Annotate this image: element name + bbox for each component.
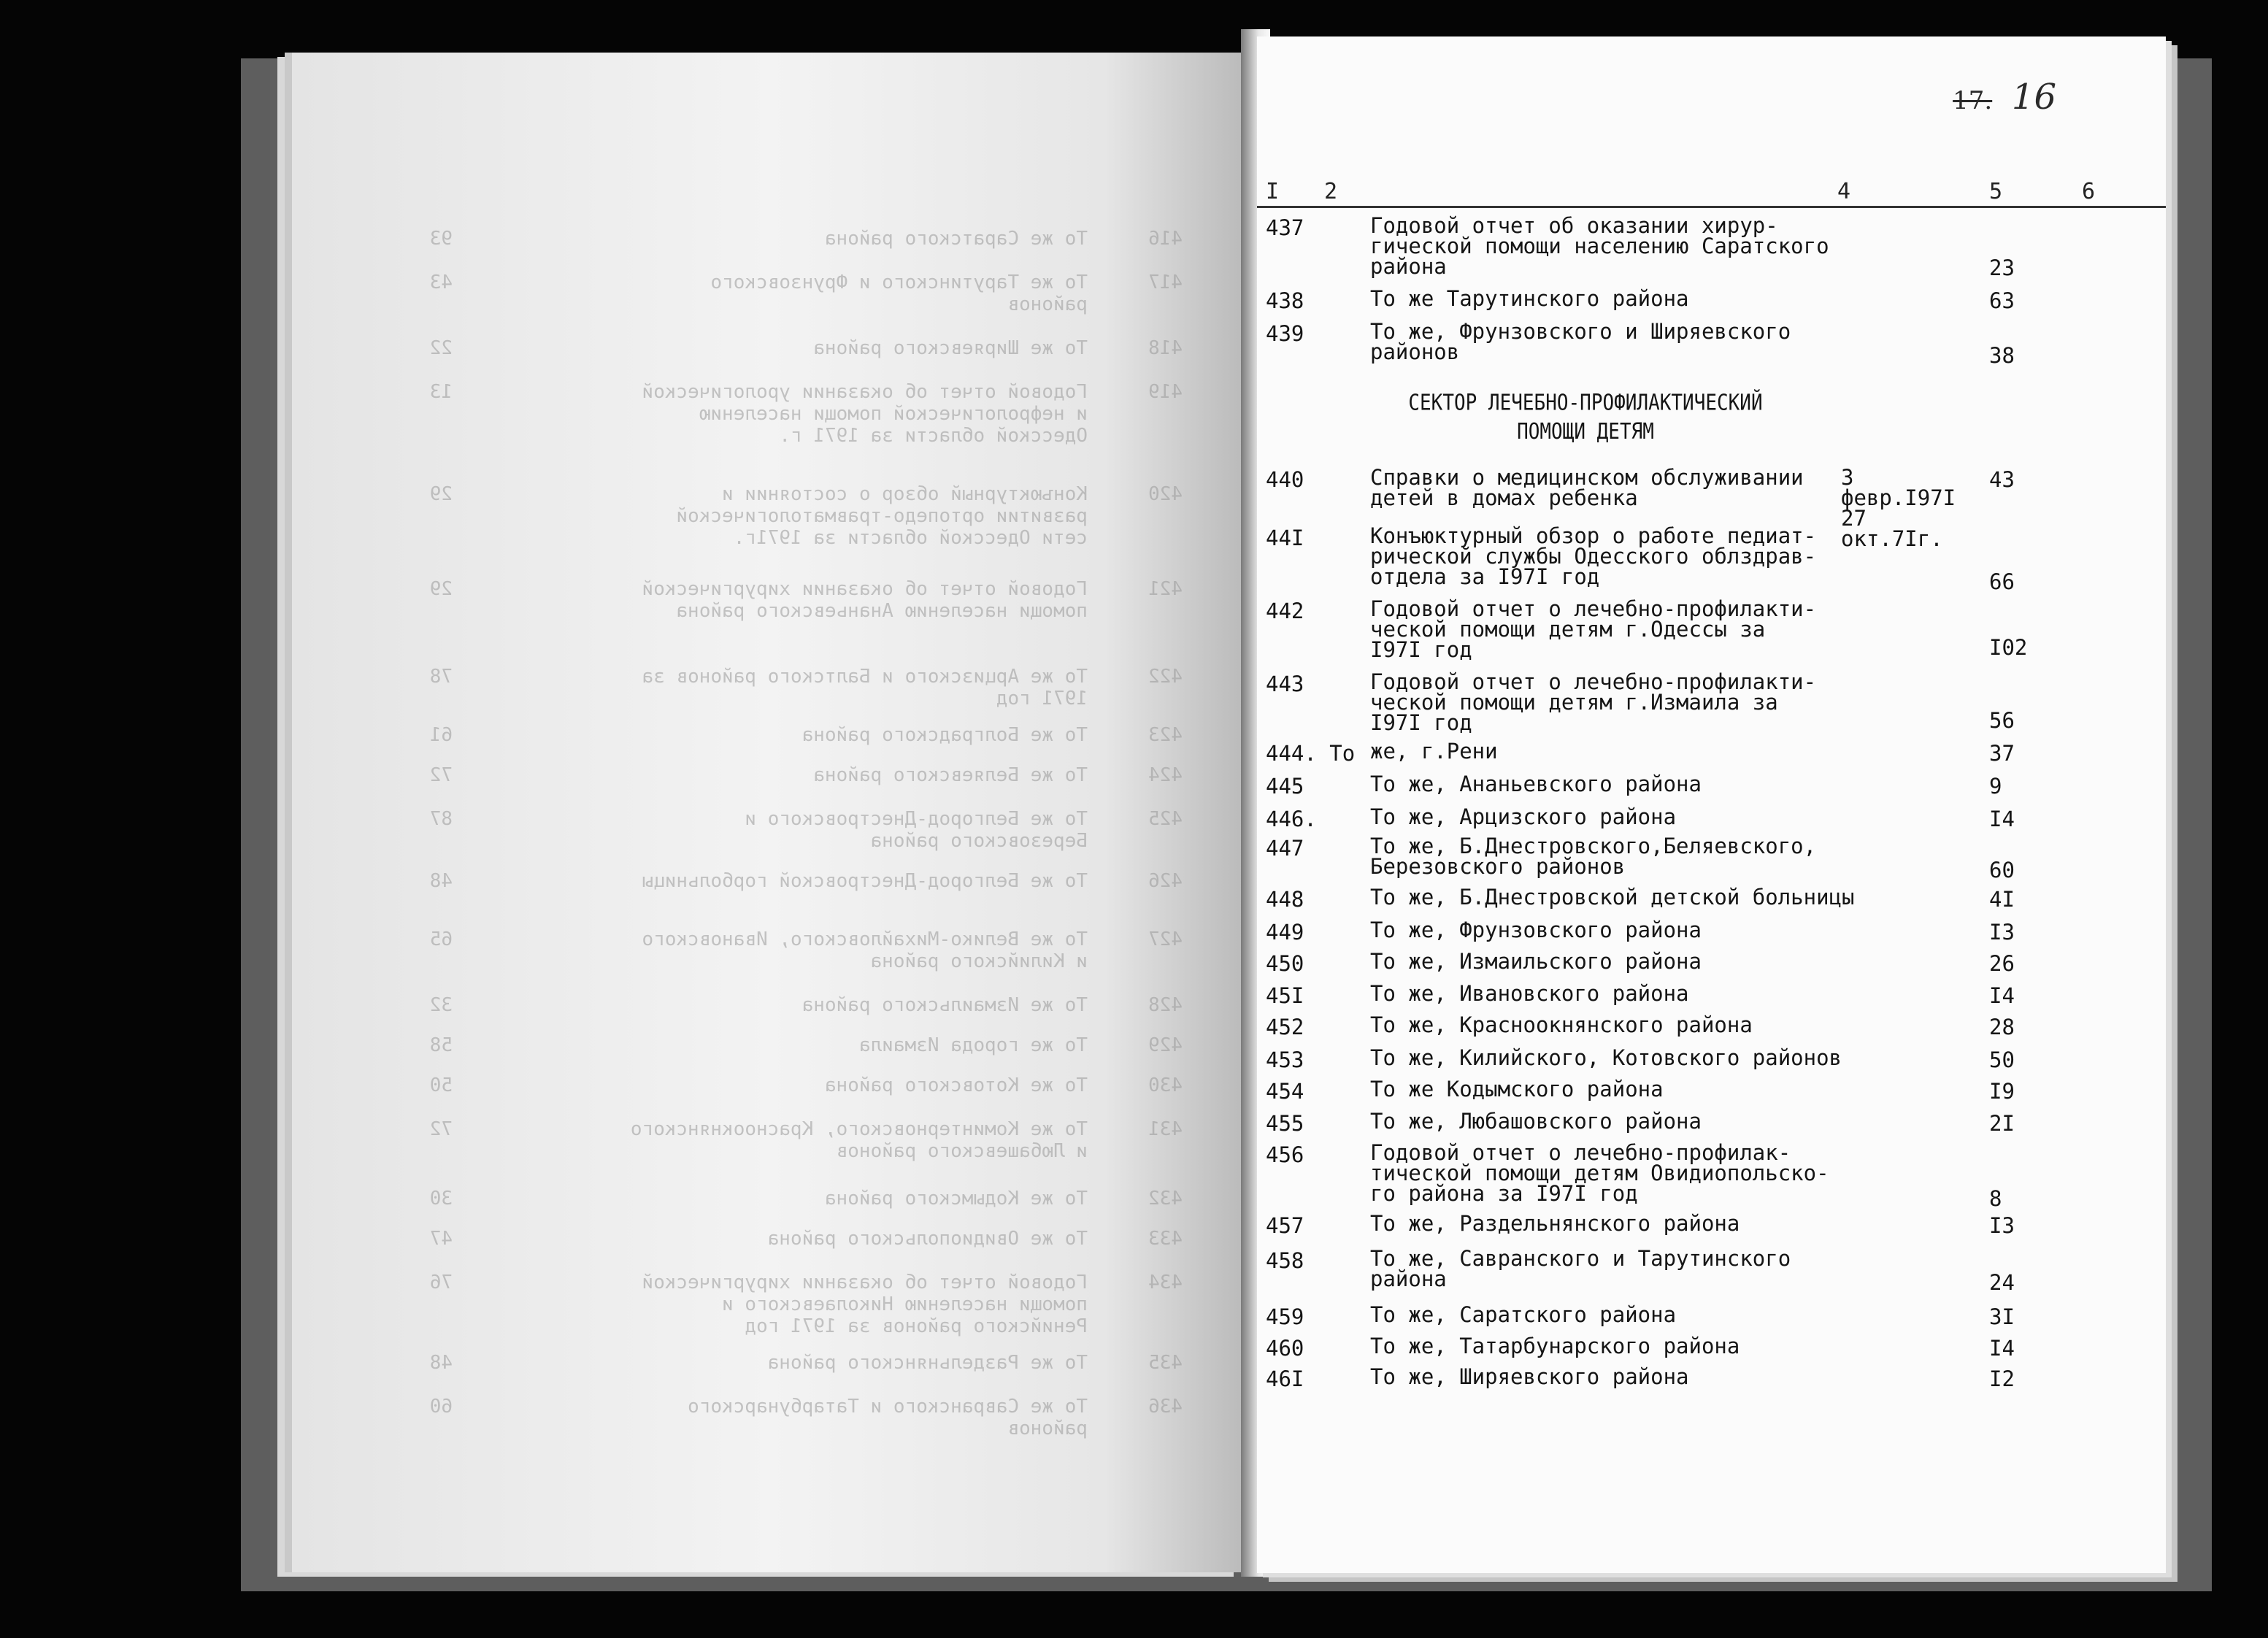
entry-title: То же, Б.Днестровской детской больницы [1370, 885, 1855, 910]
entry-title: Годовой отчет об оказании хирур- гической помощи населению Саратского района [1370, 213, 1829, 279]
header-rule [1257, 206, 2166, 208]
entry-number: 452 [1266, 1015, 1304, 1039]
entry-number: 448 [1266, 887, 1304, 912]
entry-number: 445 [1266, 774, 1304, 799]
bleed-entry-title: Годовой отчет об оказании хирургической помощи населению Ананьевского района [642, 578, 1088, 622]
entry-number: 44I [1266, 526, 1304, 550]
entry-title: То же, Ивановского района [1370, 981, 1689, 1006]
bleed-entry-sheet-count: 93 [429, 228, 453, 250]
bleed-entry-number: 423 [1148, 724, 1183, 746]
entry-title: То же, Фрунзовского района [1370, 918, 1702, 942]
bleed-entry-title: То же Белгород-Днестровской горбольницы [642, 870, 1088, 892]
bleed-entry-number: 424 [1148, 764, 1183, 786]
bleed-entry-sheet-count: 48 [429, 870, 453, 892]
bleed-entry-number: 432 [1148, 1188, 1183, 1210]
entry-number: 443 [1266, 672, 1304, 696]
bleed-entry-sheet-count: 43 [429, 272, 453, 293]
entry-title: Конъюктурный обзор о работе педиат- рической службы Одесского облздрав- отдела за I97I год [1370, 523, 1817, 589]
entry-title: То же, Ананьевского района [1370, 772, 1702, 796]
bleed-entry-sheet-count: 87 [429, 808, 453, 830]
entry-number: 454 [1266, 1079, 1304, 1104]
entry-number: 438 [1266, 288, 1304, 313]
entry-sheet-count: 38 [1989, 343, 2015, 368]
entry-title: То же Тарутинского района [1370, 286, 1689, 311]
entry-sheet-count: I02 [1989, 635, 2028, 660]
entry-number: 439 [1266, 321, 1304, 346]
entry-number: 457 [1266, 1213, 1304, 1238]
page-number-old: 17. [1953, 86, 1993, 115]
entry-number: 446. [1266, 807, 1317, 831]
entry-sheet-count: I3 [1989, 920, 2015, 945]
bleed-entry-title: То же Савранского и Татарбунарского районов [688, 1396, 1088, 1439]
entry-sheet-count: 63 [1989, 288, 2015, 313]
page-number-new: 16 [2011, 77, 2056, 118]
entry-number: 458 [1266, 1248, 1304, 1273]
entry-sheet-count: 4I [1989, 887, 2015, 912]
bleed-entry-sheet-count: 60 [429, 1396, 453, 1418]
entry-sheet-count: 9 [1989, 774, 2002, 799]
bleed-entry-number: 428 [1148, 994, 1183, 1016]
entry-sheet-count: 23 [1989, 255, 2015, 280]
entry-number: 444. То [1266, 741, 1356, 766]
left-page-bleed-through [292, 53, 1248, 1572]
bleed-entry-number: 435 [1148, 1352, 1183, 1374]
bleed-entry-title: Конъюктурный обзор о состоянии и развитии ортопедо-травматологической сети Одесской области за 1971г. [676, 483, 1088, 549]
bleed-entry-sheet-count: 30 [429, 1188, 453, 1210]
bleed-entry-sheet-count: 72 [429, 764, 453, 786]
bleed-entry-title: То же Овидиопольского района [767, 1228, 1088, 1250]
entry-number: 449 [1266, 920, 1304, 945]
entry-title: То же, Савранского и Тарутинского района [1370, 1246, 1791, 1291]
bleed-entry-sheet-count: 29 [429, 483, 453, 505]
bleed-entry-number: 425 [1148, 808, 1183, 830]
entry-number: 460 [1266, 1336, 1304, 1361]
entry-number: 45I [1266, 983, 1304, 1008]
bleed-entry-number: 417 [1148, 272, 1183, 293]
entry-sheet-count: 24 [1989, 1270, 2015, 1295]
column-number: 4 [1837, 179, 1851, 204]
bleed-entry-title: Годовой отчет об оказании хирургической помощи населению Николаевского и Ренийского районов за 1971 год [642, 1272, 1088, 1337]
right-page [1257, 36, 2166, 1573]
column-number: 5 [1989, 179, 2003, 204]
bleed-entry-sheet-count: 29 [429, 578, 453, 600]
left-page [292, 53, 1248, 1572]
entry-sheet-count: 37 [1989, 741, 2015, 766]
bleed-entry-title: То же Болградского района [802, 724, 1088, 746]
bleed-entry-title: То же города Измаила [858, 1034, 1088, 1056]
entry-title: То же, Фрунзовского и Ширяевского районов [1370, 319, 1791, 364]
bleed-entry-sheet-count: 65 [429, 928, 453, 950]
bleed-entry-number: 419 [1148, 381, 1183, 403]
bleed-entry-title: То же Коминтерновского, Красноокнянского и Любашевского районов [630, 1118, 1088, 1162]
entry-title: Годовой отчет о лечебно-профилак- тической помощи детям Овидиопольско- го района за I97I год [1370, 1140, 1829, 1206]
entry-number: 447 [1266, 836, 1304, 861]
entry-title: То же, Б.Днестровского,Беляевского, Березовского районов [1370, 834, 1817, 879]
bleed-entry-sheet-count: 22 [429, 337, 453, 359]
entry-number: 46I [1266, 1366, 1304, 1391]
bleed-entry-title: То же Саратского района [824, 228, 1088, 250]
bleed-entry-title: То же Арцизского и Балтского районов за 1971 год [642, 666, 1088, 710]
entry-title: же, г.Рени [1370, 739, 1498, 764]
entry-title: То же, Измаильского района [1370, 949, 1702, 974]
bleed-entry-number: 418 [1148, 337, 1183, 359]
bleed-entry-sheet-count: 32 [429, 994, 453, 1016]
bleed-entry-number: 433 [1148, 1228, 1183, 1250]
entry-title: То же, Татарбунарского района [1370, 1334, 1740, 1358]
entry-number: 456 [1266, 1142, 1304, 1167]
entry-sheet-count: 66 [1989, 569, 2015, 594]
entry-sheet-count: I9 [1989, 1079, 2015, 1104]
bleed-entry-title: То же Кодымского района [824, 1188, 1088, 1210]
bleed-entry-sheet-count: 76 [429, 1272, 453, 1293]
bleed-entry-sheet-count: 48 [429, 1352, 453, 1374]
bleed-entry-number: 416 [1148, 228, 1183, 250]
entry-sheet-count: 60 [1989, 858, 2015, 883]
entry-number: 437 [1266, 215, 1304, 240]
entry-sheet-count: 43 [1989, 467, 2015, 492]
entry-sheet-count: I3 [1989, 1213, 2015, 1238]
entry-number: 450 [1266, 951, 1304, 976]
column-number: I [1266, 179, 1280, 204]
entry-number: 455 [1266, 1111, 1304, 1136]
entry-dates: 3 февр.I97I 27 окт.7Iг. [1841, 465, 1956, 551]
bleed-entry-number: 431 [1148, 1118, 1183, 1140]
bleed-entry-number: 421 [1148, 578, 1183, 600]
entry-title: То же, Саратского района [1370, 1302, 1677, 1327]
entry-sheet-count: I4 [1989, 807, 2015, 831]
bleed-entry-title: То же Ширяевского района [813, 337, 1088, 359]
bleed-entry-sheet-count: 58 [429, 1034, 453, 1056]
bleed-entry-title: Годовой отчет об оказании урологической и нефрологической помощи населению Одесской области за 1971 г. [642, 381, 1088, 447]
bleed-entry-title: То же Тарутинского и Фрунзовского районов [710, 272, 1088, 315]
entry-sheet-count: I4 [1989, 983, 2015, 1008]
entry-title: То же, Любашовского района [1370, 1109, 1702, 1134]
entry-sheet-count: 3I [1989, 1304, 2015, 1329]
bleed-entry-title: То же Велико-Михайловского, Ивановского и Килийского района [642, 928, 1088, 972]
entry-number: 440 [1266, 467, 1304, 492]
entry-title: То же, Ширяевского района [1370, 1364, 1689, 1389]
entry-number: 453 [1266, 1047, 1304, 1072]
bleed-entry-number: 422 [1148, 666, 1183, 688]
bleed-entry-title: То же Белгород-Днестровского и Березовского района [745, 808, 1088, 852]
bleed-entry-sheet-count: 50 [429, 1074, 453, 1096]
bleed-entry-number: 426 [1148, 870, 1183, 892]
bleed-entry-sheet-count: 72 [429, 1118, 453, 1140]
entry-title: То же Кодымского района [1370, 1077, 1664, 1101]
bleed-entry-title: То же Измаильского района [802, 994, 1088, 1016]
entry-sheet-count: 28 [1989, 1015, 2015, 1039]
entry-sheet-count: 26 [1989, 951, 2015, 976]
entry-title: Годовой отчет о лечебно-профилакти- ческой помощи детям г.Одессы за I97I год [1370, 596, 1817, 662]
entry-title: То же, Раздельнянского района [1370, 1211, 1740, 1236]
bleed-entry-sheet-count: 13 [429, 381, 453, 403]
entry-sheet-count: I4 [1989, 1336, 2015, 1361]
bleed-entry-title: То же Раздельнянского района [767, 1352, 1088, 1374]
entry-title: То же, Красноокнянского района [1370, 1012, 1753, 1037]
column-number: 2 [1324, 179, 1338, 204]
column-number: 6 [2082, 179, 2096, 204]
bleed-entry-sheet-count: 61 [429, 724, 453, 746]
entry-sheet-count: 50 [1989, 1047, 2015, 1072]
entry-number: 442 [1266, 599, 1304, 623]
page-number [1953, 77, 2056, 118]
bleed-entry-title: То же Беляевского района [813, 764, 1088, 786]
bleed-entry-sheet-count: 47 [429, 1228, 453, 1250]
bleed-entry-number: 429 [1148, 1034, 1183, 1056]
entry-sheet-count: 56 [1989, 708, 2015, 733]
section-heading: СЕКТОР ЛЕЧЕБНО-ПРОФИЛАКТИЧЕСКИЙ ПОМОЩИ ДЕТЯМ [1408, 391, 1763, 445]
bleed-entry-number: 434 [1148, 1272, 1183, 1293]
bleed-entry-number: 427 [1148, 928, 1183, 950]
entry-title: То же, Килийского, Котовского районов [1370, 1045, 1842, 1070]
bleed-entry-number: 420 [1148, 483, 1183, 505]
entry-title: Справки о медицинском обслуживании детей в домах ребенка [1370, 465, 1804, 510]
entry-number: 459 [1266, 1304, 1304, 1329]
entry-sheet-count: 2I [1989, 1111, 2015, 1136]
entry-sheet-count: I2 [1989, 1366, 2015, 1391]
bleed-entry-title: То же Котовского района [824, 1074, 1088, 1096]
entry-sheet-count: 8 [1989, 1186, 2002, 1211]
bleed-entry-number: 436 [1148, 1396, 1183, 1418]
bleed-entry-sheet-count: 78 [429, 666, 453, 688]
entry-title: Годовой отчет о лечебно-профилакти- ческой помощи детям г.Измаила за I97I год [1370, 669, 1817, 735]
bleed-entry-number: 430 [1148, 1074, 1183, 1096]
entry-title: То же, Арцизского района [1370, 804, 1677, 829]
